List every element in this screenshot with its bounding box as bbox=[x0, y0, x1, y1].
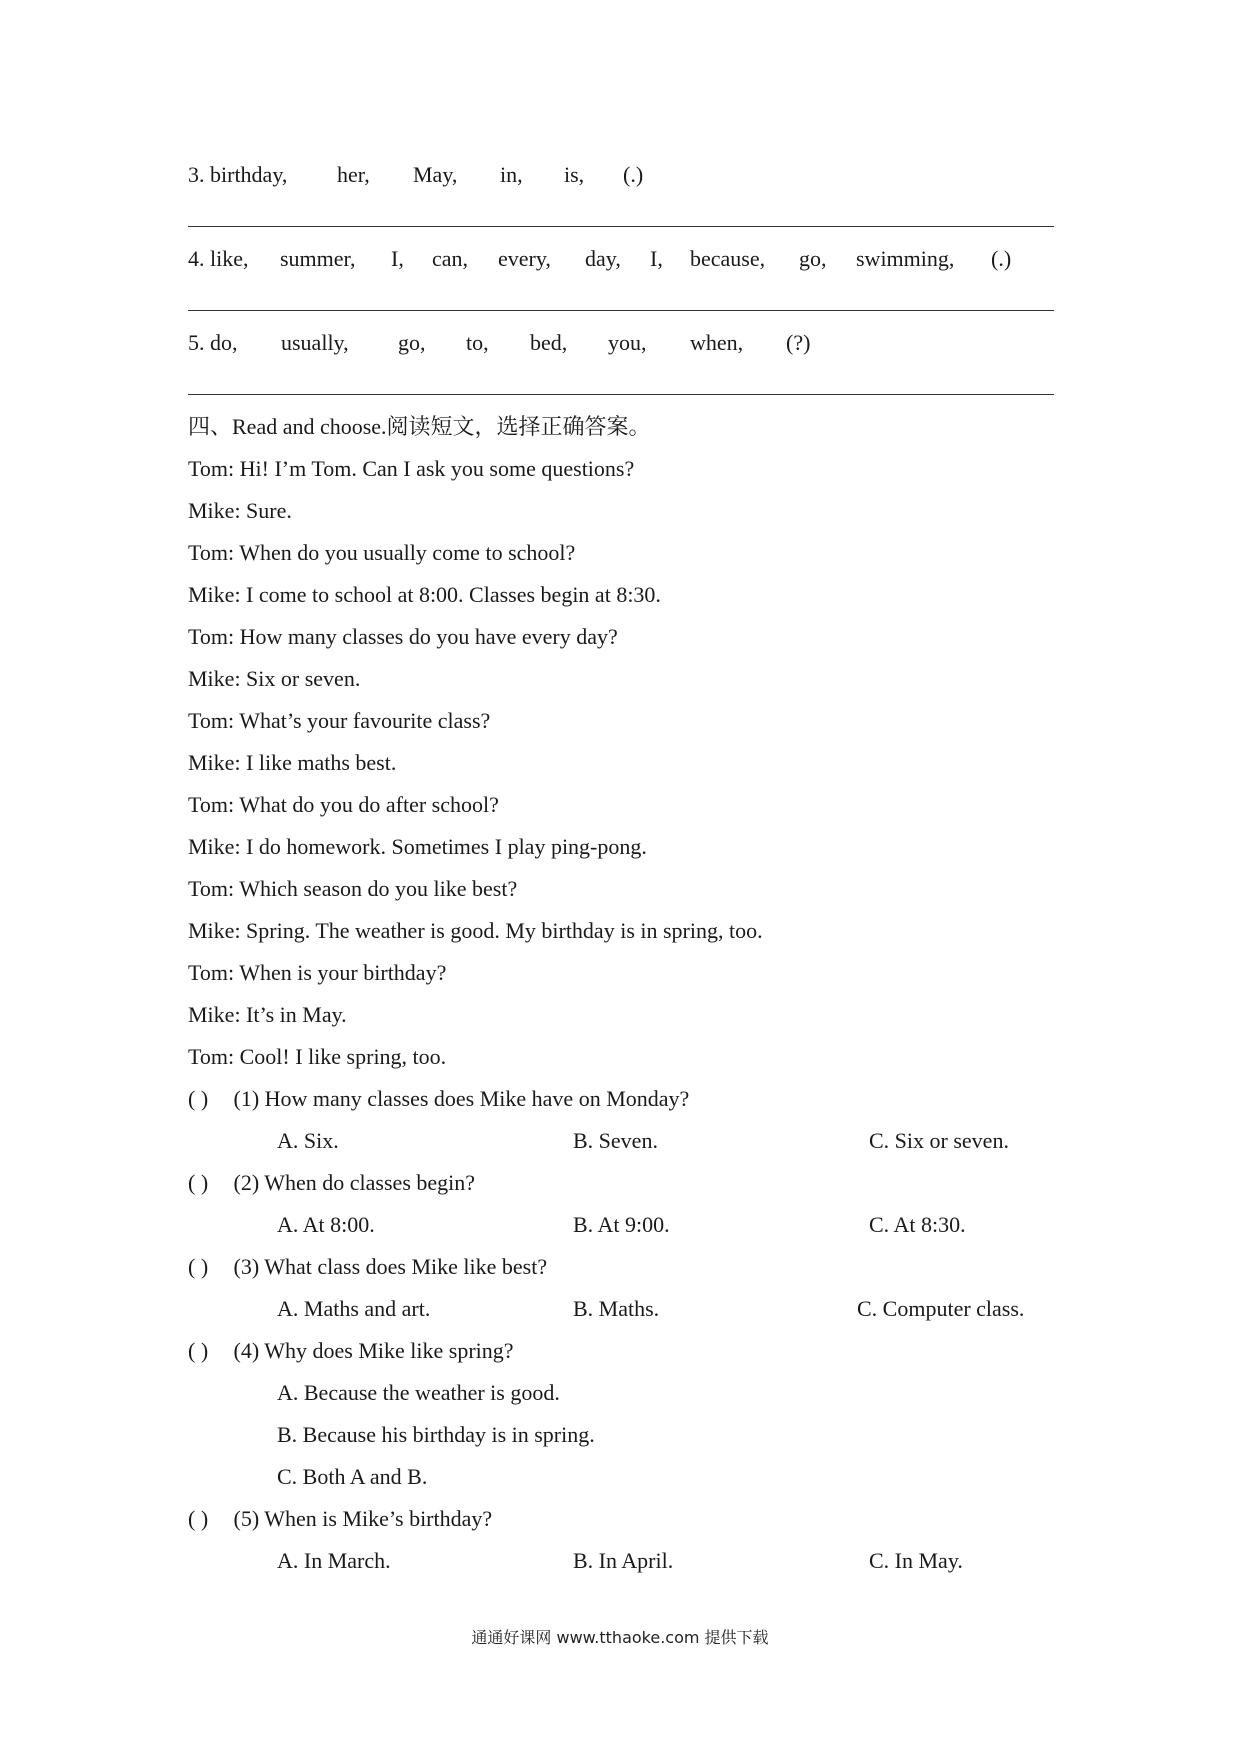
option-a[interactable]: A. At 8:00. bbox=[277, 1212, 375, 1237]
word: 4. like, bbox=[188, 246, 249, 271]
option-a[interactable]: A. Six. bbox=[277, 1128, 339, 1153]
section-heading: 四、Read and choose.阅读短文，选择正确答案。 bbox=[188, 414, 651, 439]
answer-blank[interactable]: ( ) bbox=[188, 1338, 209, 1363]
dialogue-line: Mike: I do homework. Sometimes I play ping-pong. bbox=[188, 834, 647, 859]
answer-line[interactable] bbox=[188, 310, 1054, 311]
question-text: (4) Why does Mike like spring? bbox=[233, 1338, 514, 1363]
dialogue-line: Tom: Which season do you like best? bbox=[188, 876, 518, 901]
word: when, bbox=[690, 330, 744, 355]
option-b[interactable]: B. In April. bbox=[573, 1548, 674, 1573]
question-1 bbox=[188, 1084, 689, 1114]
question-text: (3) What class does Mike like best? bbox=[233, 1254, 548, 1279]
dialogue-line: Tom: Hi! I’m Tom. Can I ask you some questions? bbox=[188, 456, 635, 481]
option-c[interactable]: C. At 8:30. bbox=[869, 1212, 966, 1237]
option-c[interactable]: C. In May. bbox=[869, 1548, 963, 1573]
option-c[interactable]: C. Computer class. bbox=[857, 1296, 1025, 1321]
word: because, bbox=[690, 246, 766, 271]
dialogue-line: Tom: What do you do after school? bbox=[188, 792, 499, 817]
dialogue-line: Mike: Six or seven. bbox=[188, 666, 361, 691]
word: day, bbox=[585, 246, 621, 271]
word: I, bbox=[650, 246, 663, 271]
dialogue-line: Mike: I like maths best. bbox=[188, 750, 397, 775]
option-a[interactable]: A. Because the weather is good. bbox=[277, 1380, 560, 1405]
answer-blank[interactable]: ( ) bbox=[188, 1254, 209, 1279]
word: I, bbox=[391, 246, 404, 271]
word: in, bbox=[500, 162, 523, 187]
word: to, bbox=[466, 330, 489, 355]
option-a[interactable]: A. In March. bbox=[277, 1548, 391, 1573]
dialogue-line: Tom: When do you usually come to school? bbox=[188, 540, 576, 565]
footer-watermark: 通通好课网 www.tthaoke.com 提供下载 bbox=[471, 1628, 769, 1647]
dialogue-line: Mike: It’s in May. bbox=[188, 1002, 347, 1027]
answer-line[interactable] bbox=[188, 394, 1054, 395]
question-3 bbox=[188, 1252, 547, 1282]
question-text: (5) When is Mike’s birthday? bbox=[233, 1506, 493, 1531]
word: 5. do, bbox=[188, 330, 238, 355]
word: can, bbox=[432, 246, 469, 271]
word: is, bbox=[564, 162, 585, 187]
word: her, bbox=[337, 162, 370, 187]
question-5 bbox=[188, 1504, 492, 1534]
word: summer, bbox=[280, 246, 356, 271]
word: (.) bbox=[991, 246, 1012, 271]
answer-blank[interactable]: ( ) bbox=[188, 1506, 209, 1531]
word: you, bbox=[608, 330, 647, 355]
option-c[interactable]: C. Both A and B. bbox=[277, 1464, 428, 1489]
answer-blank[interactable]: ( ) bbox=[188, 1086, 209, 1111]
word: go, bbox=[398, 330, 426, 355]
word: usually, bbox=[281, 330, 349, 355]
word: 3. birthday, bbox=[188, 162, 288, 187]
word: (?) bbox=[786, 330, 811, 355]
word: every, bbox=[498, 246, 551, 271]
question-text: (2) When do classes begin? bbox=[233, 1170, 476, 1195]
dialogue-line: Mike: Spring. The weather is good. My birthday is in spring, too. bbox=[188, 918, 763, 943]
option-b[interactable]: B. Seven. bbox=[573, 1128, 658, 1153]
option-b[interactable]: B. Maths. bbox=[573, 1296, 660, 1321]
dialogue-line: Tom: Cool! I like spring, too. bbox=[188, 1044, 447, 1069]
question-4 bbox=[188, 1336, 514, 1366]
dialogue-line: Tom: How many classes do you have every day? bbox=[188, 624, 618, 649]
dialogue-line: Tom: What’s your favourite class? bbox=[188, 708, 491, 733]
answer-blank[interactable]: ( ) bbox=[188, 1170, 209, 1195]
word: (.) bbox=[623, 162, 644, 187]
option-b[interactable]: B. At 9:00. bbox=[573, 1212, 670, 1237]
option-c[interactable]: C. Six or seven. bbox=[869, 1128, 1009, 1153]
question-2 bbox=[188, 1168, 475, 1198]
dialogue-line: Mike: I come to school at 8:00. Classes begin at 8:30. bbox=[188, 582, 661, 607]
word: swimming, bbox=[856, 246, 955, 271]
word: May, bbox=[413, 162, 458, 187]
word: bed, bbox=[530, 330, 568, 355]
option-b[interactable]: B. Because his birthday is in spring. bbox=[277, 1422, 595, 1447]
question-text: (1) How many classes does Mike have on Monday? bbox=[233, 1086, 690, 1111]
answer-line[interactable] bbox=[188, 226, 1054, 227]
option-a[interactable]: A. Maths and art. bbox=[277, 1296, 431, 1321]
word: go, bbox=[799, 246, 827, 271]
dialogue-line: Tom: When is your birthday? bbox=[188, 960, 447, 985]
dialogue-line: Mike: Sure. bbox=[188, 498, 292, 523]
